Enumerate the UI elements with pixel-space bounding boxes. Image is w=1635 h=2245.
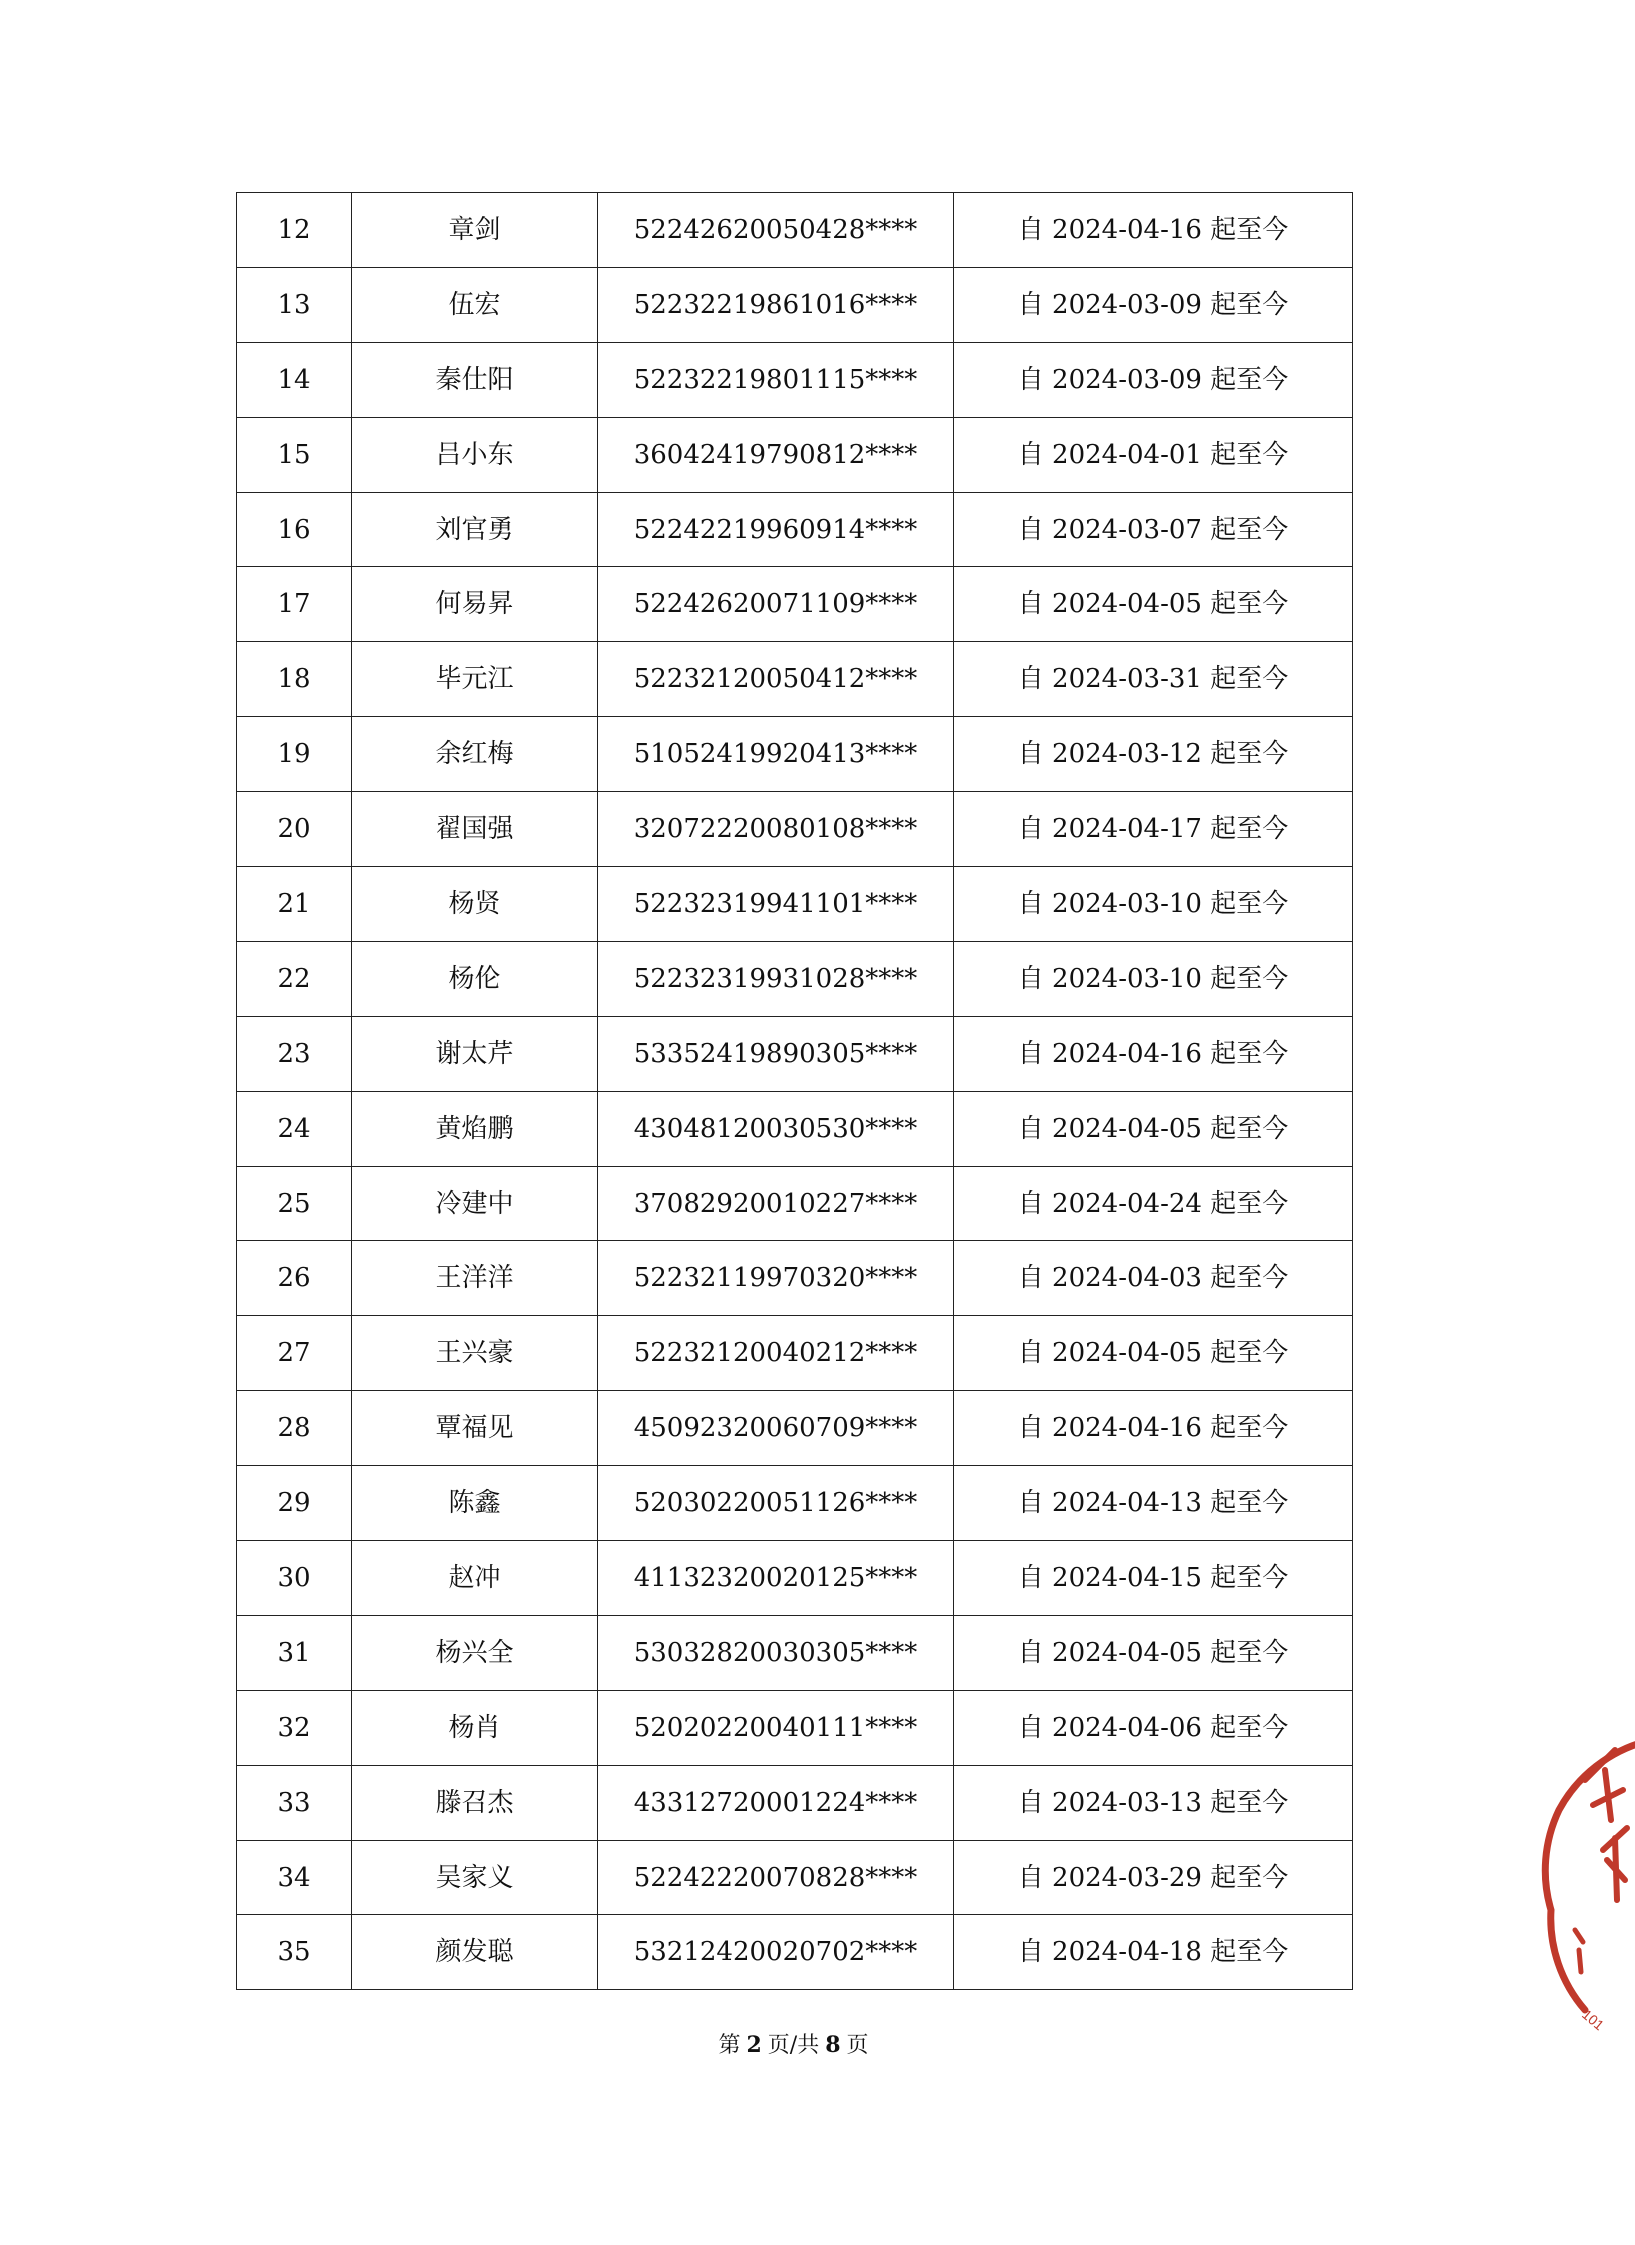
cell-date-range: 自 2024-04-06 起至今 xyxy=(954,1690,1353,1765)
cell-date-range: 自 2024-03-09 起至今 xyxy=(954,342,1353,417)
roster-table-body xyxy=(237,193,1353,1990)
cell-number: 14 xyxy=(237,342,352,417)
footer-page-total: 8 xyxy=(825,2032,841,2058)
cell-name: 毕元江 xyxy=(352,642,598,717)
cell-number: 23 xyxy=(237,1016,352,1091)
cell-date-range: 自 2024-04-03 起至今 xyxy=(954,1241,1353,1316)
table-row xyxy=(237,193,1353,268)
cell-date-range: 自 2024-04-16 起至今 xyxy=(954,1391,1353,1466)
cell-number: 18 xyxy=(237,642,352,717)
cell-date-range: 自 2024-04-17 起至今 xyxy=(954,792,1353,867)
cell-name: 杨兴全 xyxy=(352,1615,598,1690)
table-row xyxy=(237,1541,1353,1616)
table-row xyxy=(237,1765,1353,1840)
cell-number: 30 xyxy=(237,1541,352,1616)
cell-id-number: 52242220070828**** xyxy=(598,1840,954,1915)
table-row xyxy=(237,1840,1353,1915)
table-row xyxy=(237,567,1353,642)
cell-date-range: 自 2024-04-13 起至今 xyxy=(954,1466,1353,1541)
cell-date-range: 自 2024-04-24 起至今 xyxy=(954,1166,1353,1241)
cell-id-number: 37082920010227**** xyxy=(598,1166,954,1241)
cell-id-number: 36042419790812**** xyxy=(598,417,954,492)
cell-name: 翟国强 xyxy=(352,792,598,867)
table-row xyxy=(237,1316,1353,1391)
cell-name: 何易昇 xyxy=(352,567,598,642)
footer-page-suffix: 页 xyxy=(846,2033,869,2058)
cell-date-range: 自 2024-03-10 起至今 xyxy=(954,941,1353,1016)
cell-date-range: 自 2024-04-01 起至今 xyxy=(954,417,1353,492)
table-row xyxy=(237,1915,1353,1990)
page-footer xyxy=(0,2028,1587,2059)
cell-name: 吴家义 xyxy=(352,1840,598,1915)
cell-number: 31 xyxy=(237,1615,352,1690)
cell-date-range: 自 2024-04-18 起至今 xyxy=(954,1915,1353,1990)
cell-date-range: 自 2024-03-31 起至今 xyxy=(954,642,1353,717)
cell-number: 34 xyxy=(237,1840,352,1915)
cell-date-range: 自 2024-04-05 起至今 xyxy=(954,1316,1353,1391)
table-row xyxy=(237,1241,1353,1316)
cell-number: 17 xyxy=(237,567,352,642)
cell-id-number: 52232219861016**** xyxy=(598,267,954,342)
cell-id-number: 52020220040111**** xyxy=(598,1690,954,1765)
cell-id-number: 52242219960914**** xyxy=(598,492,954,567)
table-row xyxy=(237,1166,1353,1241)
svg-text:101: 101 xyxy=(1579,2006,1608,2034)
cell-date-range: 自 2024-04-15 起至今 xyxy=(954,1541,1353,1616)
cell-number: 33 xyxy=(237,1765,352,1840)
table-row xyxy=(237,941,1353,1016)
cell-name: 吕小东 xyxy=(352,417,598,492)
cell-name: 余红梅 xyxy=(352,717,598,792)
cell-date-range: 自 2024-03-09 起至今 xyxy=(954,267,1353,342)
cell-name: 杨贤 xyxy=(352,867,598,942)
cell-id-number: 53212420020702**** xyxy=(598,1915,954,1990)
cell-date-range: 自 2024-03-12 起至今 xyxy=(954,717,1353,792)
roster-table xyxy=(236,192,1353,1990)
table-row xyxy=(237,1091,1353,1166)
cell-name: 颜发聪 xyxy=(352,1915,598,1990)
cell-number: 15 xyxy=(237,417,352,492)
cell-name: 冷建中 xyxy=(352,1166,598,1241)
cell-number: 27 xyxy=(237,1316,352,1391)
cell-date-range: 自 2024-03-07 起至今 xyxy=(954,492,1353,567)
cell-number: 24 xyxy=(237,1091,352,1166)
cell-id-number: 43312720001224**** xyxy=(598,1765,954,1840)
cell-name: 王兴豪 xyxy=(352,1316,598,1391)
cell-date-range: 自 2024-03-13 起至今 xyxy=(954,1765,1353,1840)
cell-name: 秦仕阳 xyxy=(352,342,598,417)
table-row xyxy=(237,1016,1353,1091)
cell-name: 黄焰鹏 xyxy=(352,1091,598,1166)
cell-id-number: 53352419890305**** xyxy=(598,1016,954,1091)
cell-id-number: 52232120040212**** xyxy=(598,1316,954,1391)
cell-date-range: 自 2024-04-05 起至今 xyxy=(954,1091,1353,1166)
cell-number: 32 xyxy=(237,1690,352,1765)
cell-id-number: 45092320060709**** xyxy=(598,1391,954,1466)
cell-date-range: 自 2024-04-05 起至今 xyxy=(954,567,1353,642)
cell-name: 陈鑫 xyxy=(352,1466,598,1541)
table-row xyxy=(237,417,1353,492)
footer-page-middle: 页/共 xyxy=(767,2033,820,2058)
cell-number: 13 xyxy=(237,267,352,342)
cell-number: 12 xyxy=(237,193,352,268)
table-row xyxy=(237,792,1353,867)
cell-name: 谢太芹 xyxy=(352,1016,598,1091)
footer-page-current: 2 xyxy=(746,2032,762,2058)
cell-id-number: 52232119970320**** xyxy=(598,1241,954,1316)
cell-date-range: 自 2024-03-29 起至今 xyxy=(954,1840,1353,1915)
cell-name: 滕召杰 xyxy=(352,1765,598,1840)
cell-id-number: 52232319931028**** xyxy=(598,941,954,1016)
cell-date-range: 自 2024-04-05 起至今 xyxy=(954,1615,1353,1690)
cell-name: 覃福见 xyxy=(352,1391,598,1466)
table-row xyxy=(237,492,1353,567)
table-row xyxy=(237,342,1353,417)
cell-number: 19 xyxy=(237,717,352,792)
cell-id-number: 52242620071109**** xyxy=(598,567,954,642)
cell-id-number: 51052419920413**** xyxy=(598,717,954,792)
cell-number: 28 xyxy=(237,1391,352,1466)
cell-id-number: 52232219801115**** xyxy=(598,342,954,417)
cell-id-number: 43048120030530**** xyxy=(598,1091,954,1166)
cell-id-number: 52232319941101**** xyxy=(598,867,954,942)
table-row xyxy=(237,642,1353,717)
cell-name: 杨伦 xyxy=(352,941,598,1016)
cell-number: 29 xyxy=(237,1466,352,1541)
official-seal-icon xyxy=(1545,1710,1635,2050)
cell-date-range: 自 2024-03-10 起至今 xyxy=(954,867,1353,942)
cell-number: 22 xyxy=(237,941,352,1016)
cell-number: 21 xyxy=(237,867,352,942)
cell-name: 王洋洋 xyxy=(352,1241,598,1316)
cell-id-number: 52232120050412**** xyxy=(598,642,954,717)
table-row xyxy=(237,1391,1353,1466)
table-row xyxy=(237,717,1353,792)
table-row xyxy=(237,867,1353,942)
table-row xyxy=(237,267,1353,342)
cell-id-number: 52242620050428**** xyxy=(598,193,954,268)
cell-id-number: 41132320020125**** xyxy=(598,1541,954,1616)
cell-name: 伍宏 xyxy=(352,267,598,342)
cell-name: 赵冲 xyxy=(352,1541,598,1616)
cell-id-number: 53032820030305**** xyxy=(598,1615,954,1690)
cell-id-number: 52030220051126**** xyxy=(598,1466,954,1541)
footer-page-prefix: 第 xyxy=(718,2033,741,2058)
cell-number: 16 xyxy=(237,492,352,567)
table-row xyxy=(237,1690,1353,1765)
table-row xyxy=(237,1466,1353,1541)
cell-name: 刘官勇 xyxy=(352,492,598,567)
cell-name: 章剑 xyxy=(352,193,598,268)
cell-id-number: 32072220080108**** xyxy=(598,792,954,867)
cell-number: 25 xyxy=(237,1166,352,1241)
cell-number: 26 xyxy=(237,1241,352,1316)
cell-name: 杨肖 xyxy=(352,1690,598,1765)
cell-date-range: 自 2024-04-16 起至今 xyxy=(954,193,1353,268)
cell-number: 20 xyxy=(237,792,352,867)
cell-number: 35 xyxy=(237,1915,352,1990)
table-row xyxy=(237,1615,1353,1690)
cell-date-range: 自 2024-04-16 起至今 xyxy=(954,1016,1353,1091)
